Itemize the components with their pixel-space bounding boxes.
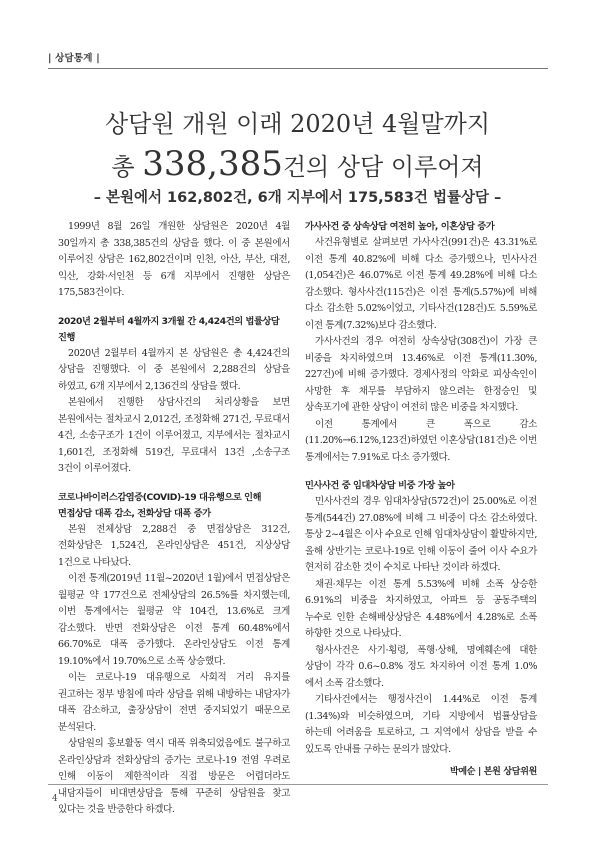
headline-line-2 bbox=[0, 144, 595, 184]
paragraph: 민사사건의 경우 임대차상담(572건)이 25.00%로 이전 통계(544건) 27.08%에 비해 그 비중이 다소 감소하였다. 통상 2~4월은 이사 수요로 인해 임대차상담이 활발하지만, 올해 상반기는 코로나-19로 인해 이동이 줄어 이사 수요가 현저히 감소한 것이 수치로 나타난 것이라 하겠다. bbox=[305, 496, 537, 573]
paragraph: 기타사건에서는 행정사건이 1.44%로 이전 통계(1.34%)와 비슷하였으며, 기타 지방에서 법률상담을 하는데 어려움을 토로하고, 그 지역에서 상담을 받을 수 있도록 안내를 구하는 문의가 많았다. bbox=[305, 694, 537, 755]
paragraph: 이전 통계(2019년 11월~2020년 1월)에서 면접상담은 월평균 약 177건으로 전체상담의 26.5%를 차지했는데, 이번 통계에서는 월평균 약 104건, 13.6%로 크게 감소했다. 반면 전화상담은 이전 통계 60.48%에서 66.70%로 대폭 증가했다. 온라인상담도 이전 통계 19.10%에서 19.70%으로 소폭 상승했다. bbox=[58, 573, 290, 667]
headline-prefix: 총 bbox=[111, 153, 143, 181]
subtitle: – 본원에서 162,802건, 6개 지부에서 175,583건 법률상담 – bbox=[93, 190, 502, 206]
headline-total-count: 338,385 bbox=[142, 144, 283, 184]
headline-suffix: 건의 상담 이루어져 bbox=[282, 153, 484, 181]
paragraph: 2020년 2월부터 4월까지 본 상담원은 총 4,424건의 상담을 진행했다. 이 중 본원에서 2,288건의 상담을 하였고, 6개 지부에서 2,136건의 상담을 했다. bbox=[58, 347, 290, 392]
section-heading-covid-2: 면접상담 대폭 감소, 전화상담 대폭 증가 bbox=[58, 507, 211, 519]
left-column bbox=[58, 219, 290, 819]
section-tag: | 상담통계 | bbox=[48, 53, 100, 64]
paragraph: 본원 전체상담 2,288건 중 면접상담은 312건, 전화상담은 1,524건, 온라인상담은 451건, 지상상담 1건으로 나타났다. bbox=[58, 523, 290, 568]
paragraph: 사건유형별로 살펴보면 가사사건(991건)은 43.31%로 이전 통계 40.82%에 비해 다소 증가했으나, 민사사건(1,054건)은 46.07%로 이전 통계 49.28%에 비해 다소 감소했다. 형사사건(115건)은 이전 통계(5.57%)에 비해 다소 감소한 5.02%이었고, 기타사건(128건)도 5.59%로 이전 통계(7.32%)보다 감소했다. bbox=[305, 237, 537, 331]
top-rule bbox=[48, 68, 548, 69]
section-heading-period: 2020년 2월부터 4월까지 3개월 간 4,424건의 법률상담 진행 bbox=[58, 315, 280, 343]
right-column bbox=[305, 219, 537, 780]
page-number: 4 bbox=[52, 794, 58, 804]
author-byline: 박예순 | 본원 상담위원 bbox=[449, 767, 537, 777]
paragraph: 본원에서 진행한 상담사건의 처리상황을 보면 본원에서는 절차교시 2,012건, 조정화해 271건, 무료대서 4건, 소송구조가 1건이 이루어졌고, 지부에서는 절차교시 1,601건, 조정화해 519건, 무료대서 13건 ,소송구조 3건이 이루어졌다. bbox=[58, 397, 290, 474]
paragraph: 채권·채무는 이전 통계 5.53%에 비해 소폭 상승한 6.91%의 비중을 차지하였고, 아파트 등 공동주택의 누수로 인한 손해배상상담은 4.48%에서 4.28%로 소폭 하향한 것으로 나타났다. bbox=[305, 578, 537, 639]
paragraph: 이전 통계에서 큰 폭으로 감소(11.20%→6.12%,123건)하였던 이혼상담(181건)은 이번 통계에서는 7.91%로 다소 증가했다. bbox=[305, 418, 537, 463]
intro-paragraph: 1999년 8월 26일 개원한 상담원은 2020년 4월 30일까지 총 338,385건의 상담을 했다. 이 중 본원에서 이루어진 상담은 162,802건이며 인천, 아산, 부산, 대전, 익산, 강화·서인천 등 6개 지부에서 진행한 상담은 175,583건이다. bbox=[58, 221, 290, 298]
headline-line-1: 상담원 개원 이래 2020년 4월말까지 bbox=[104, 110, 491, 138]
bottom-rule bbox=[48, 784, 548, 785]
section-heading-civil: 민사사건 중 임대차상담 비중 가장 높아 bbox=[305, 480, 455, 491]
paragraph: 상담원의 홍보활동 역시 대폭 위축되었음에도 불구하고 온라인상담과 전화상담의 증가는 코로나-19 전염 우려로 인해 이동이 제한적이라 직접 방문은 어렵더라도 내담자들이 비대면상담을 통해 꾸준히 상담원을 찾고 있다는 것을 반증한다 하겠다. bbox=[58, 738, 290, 815]
section-heading-family: 가사사건 중 상속상담 여전히 높아, 이혼상담 증가 bbox=[305, 221, 495, 232]
paragraph: 가사사건의 경우 여전히 상속상담(308건)이 가장 큰 비중을 차지하였으며 13.46%로 이전 통계(11.30%, 227건)에 비해 증가했다. 경제사정의 악화로 피상속인이 사망한 후 채무를 부담하지 않으려는 한정승인 및 상속포기에 관한 상담이 여전히 많은 비중을 차지했다. bbox=[305, 336, 537, 413]
paragraph: 이는 코로나-19 대유행으로 사회적 거리 유지를 권고하는 정부 방침에 따라 상담을 위해 내방하는 내담자가 대폭 감소하고, 출장상담이 전면 중지되었기 때문으로 분석된다. bbox=[58, 672, 290, 733]
section-heading-covid-1: 코로나바이러스감염증(COVID)-19 대유행으로 인해 bbox=[58, 491, 262, 503]
paragraph: 형사사건은 사기·횡령, 폭행·상해, 명예훼손에 대한 상담이 각각 0.6~0.8% 정도 차지하여 이전 통계 1.0%에서 소폭 감소했다. bbox=[305, 644, 537, 689]
